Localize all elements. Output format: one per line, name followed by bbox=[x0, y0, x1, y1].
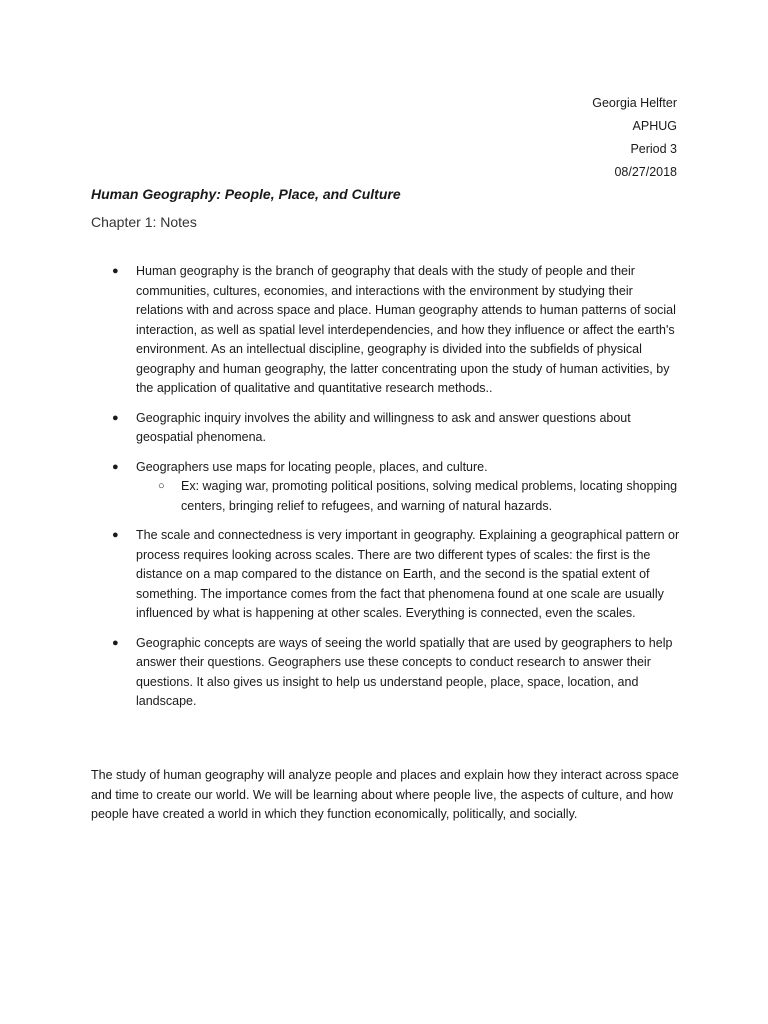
hollow-bullet-icon: ○ bbox=[158, 480, 165, 492]
student-header bbox=[592, 92, 677, 184]
note-item bbox=[91, 262, 681, 399]
bullet-icon: ● bbox=[112, 411, 119, 424]
note-text: Geographic inquiry involves the ability and willingness to ask and answer questions about geospatial phenomena. bbox=[136, 410, 631, 444]
class-period: Period 3 bbox=[630, 142, 677, 156]
document-date: 08/27/2018 bbox=[614, 165, 677, 179]
note-text: Geographers use maps for locating people, places, and culture. bbox=[136, 459, 488, 474]
chapter-heading: Chapter 1: Notes bbox=[91, 214, 197, 230]
note-text: Geographic concepts are ways of seeing the world spatially that are used by geographers to help answer their questions. Geographers use these concepts to conduct research to answer their questions. It also gives us insight to help us understand people, place, space, location, and landscape. bbox=[136, 635, 673, 708]
notes-list bbox=[91, 262, 681, 722]
note-text: Human geography is the branch of geography that deals with the study of people and their communities, cultures, economies, and interactions with the environment by studying their relations with and across space and place. Human geography attends to human patterns of social interaction, as well as spatial level interdependencies, and how they influence or affect the earth's environment. As an intellectual discipline, geography is divided into the subfields of physical geography and human geography, the latter concentrating upon the study of human activities, by the application of qualitative and quantitative research methods.. bbox=[136, 264, 676, 395]
note-text: The scale and connectedness is very important in geography. Explaining a geographical pattern or process requires looking across scales. There are two different types of scales: the first is the distance on a map compared to the distance on Earth, and the second is the spatial extent of something. The importance comes from the fact that phenomena found at one scale are usually influenced by what is happening at other scales. Everything is connected, even the scales. bbox=[136, 528, 680, 620]
course-name: APHUG bbox=[632, 119, 677, 133]
bullet-icon: ● bbox=[112, 460, 119, 473]
student-name: Georgia Helfter bbox=[592, 96, 677, 110]
closing-paragraph: The study of human geography will analyze people and places and explain how they interact across space and time to create our world. We will be learning about where people live, the aspects of culture, and how people have created a world in which they function economically, politically, and socially. bbox=[91, 768, 679, 821]
bullet-icon: ● bbox=[112, 636, 119, 649]
note-item bbox=[91, 409, 681, 448]
bullet-icon: ● bbox=[112, 529, 119, 541]
sub-note-item bbox=[136, 477, 681, 516]
sub-note-text: Ex: waging war, promoting political positions, solving medical problems, locating shopping centers, bringing relief to refugees, and warning of natural hazards. bbox=[181, 479, 678, 513]
note-item bbox=[91, 526, 681, 624]
note-item bbox=[91, 458, 681, 517]
bullet-icon: ● bbox=[112, 265, 119, 277]
sub-list bbox=[136, 477, 681, 516]
note-item bbox=[91, 634, 681, 712]
document-title: Human Geography: People, Place, and Culture bbox=[91, 186, 401, 202]
